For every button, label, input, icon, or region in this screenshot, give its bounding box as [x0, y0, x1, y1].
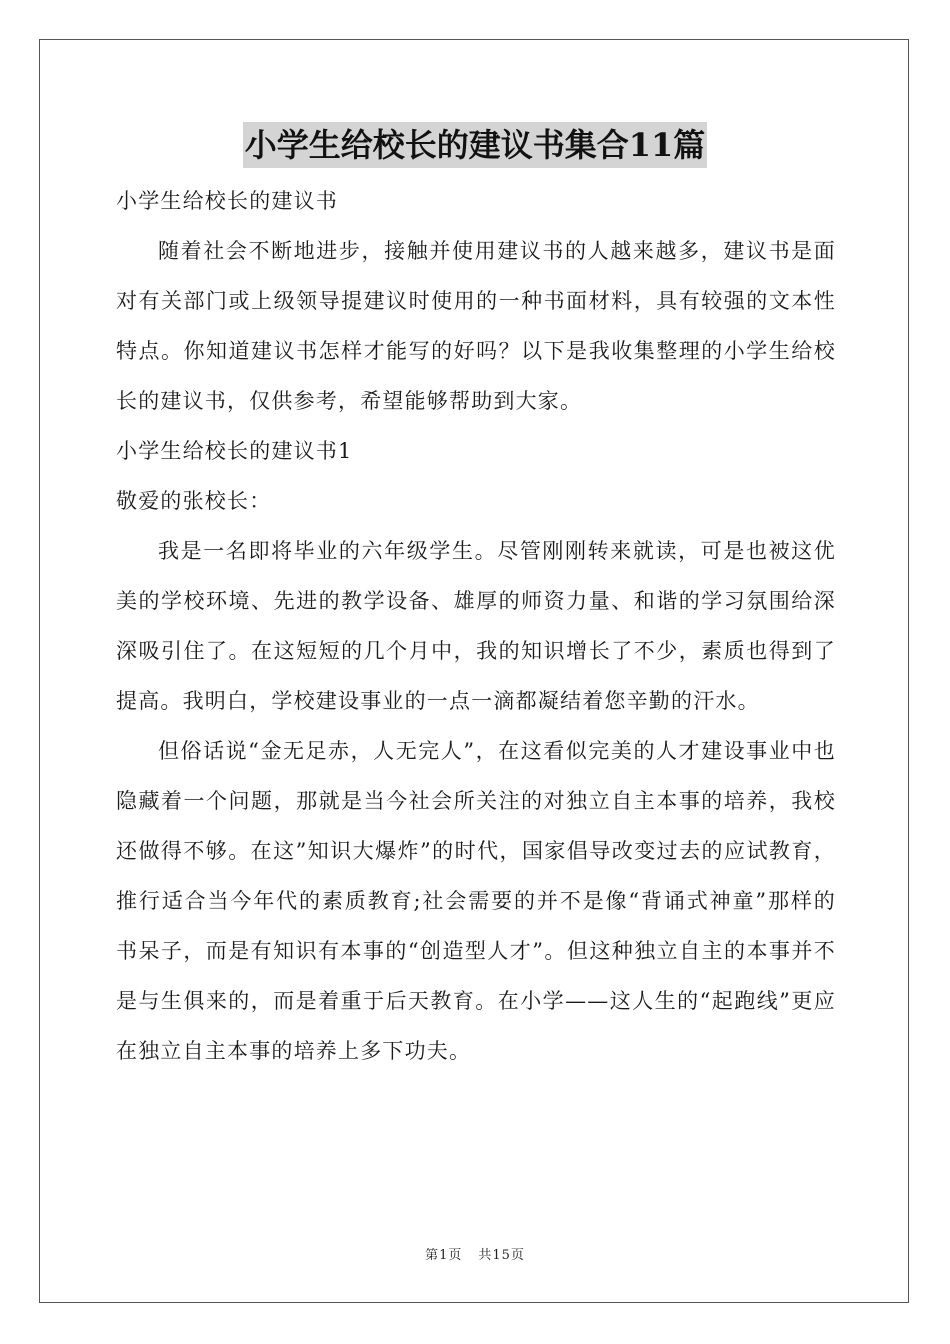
document-title: 小学生给校长的建议书集合11篇	[243, 122, 708, 168]
salutation: 敬爱的张校长：	[116, 489, 272, 513]
page-footer	[0, 1244, 950, 1263]
document-body	[116, 176, 836, 1076]
body-paragraph-2: 但俗话说“金无足赤，人无完人”，在这看似完美的人才建设事业中也隐藏着一个问题，那就是当今社会所关注的对独立自主本事的培养，我校还做得不够。在这”知识大爆炸”的时代，国家倡导改变过去的应试教育，推行适合当今年代的素质教育;社会需要的并不是像“背诵式神童”那样的书呆子，而是有知识有本事的“创造型人才”。但这种独立自主的本事并不是与生俱来的，而是着重于后天教育。在小学——这人生的“起跑线”更应在独立自主本事的培养上多下功夫。	[116, 739, 836, 1063]
page-number-current: 第1页	[425, 1248, 463, 1263]
document-subtitle: 小学生给校长的建议书	[116, 189, 338, 213]
section-heading: 小学生给校长的建议书1	[116, 439, 353, 463]
title-container	[0, 122, 950, 168]
body-paragraph-1: 我是一名即将毕业的六年级学生。尽管刚刚转来就读，可是也被这优美的学校环境、先进的教学设备、雄厚的师资力量、和谐的学习氛围给深深吸引住了。在这短短的几个月中，我的知识增长了不少，素质也得到了提高。我明白，学校建设事业的一点一滴都凝结着您辛勤的汗水。	[116, 539, 836, 713]
page-number-total: 共15页	[478, 1248, 525, 1263]
intro-paragraph: 随着社会不断地进步，接触并使用建议书的人越来越多，建议书是面对有关部门或上级领导提建议时使用的一种书面材料，具有较强的文本性特点。你知道建议书怎样才能写的好吗？以下是我收集整理的小学生给校长的建议书，仅供参考，希望能够帮助到大家。	[116, 239, 836, 413]
